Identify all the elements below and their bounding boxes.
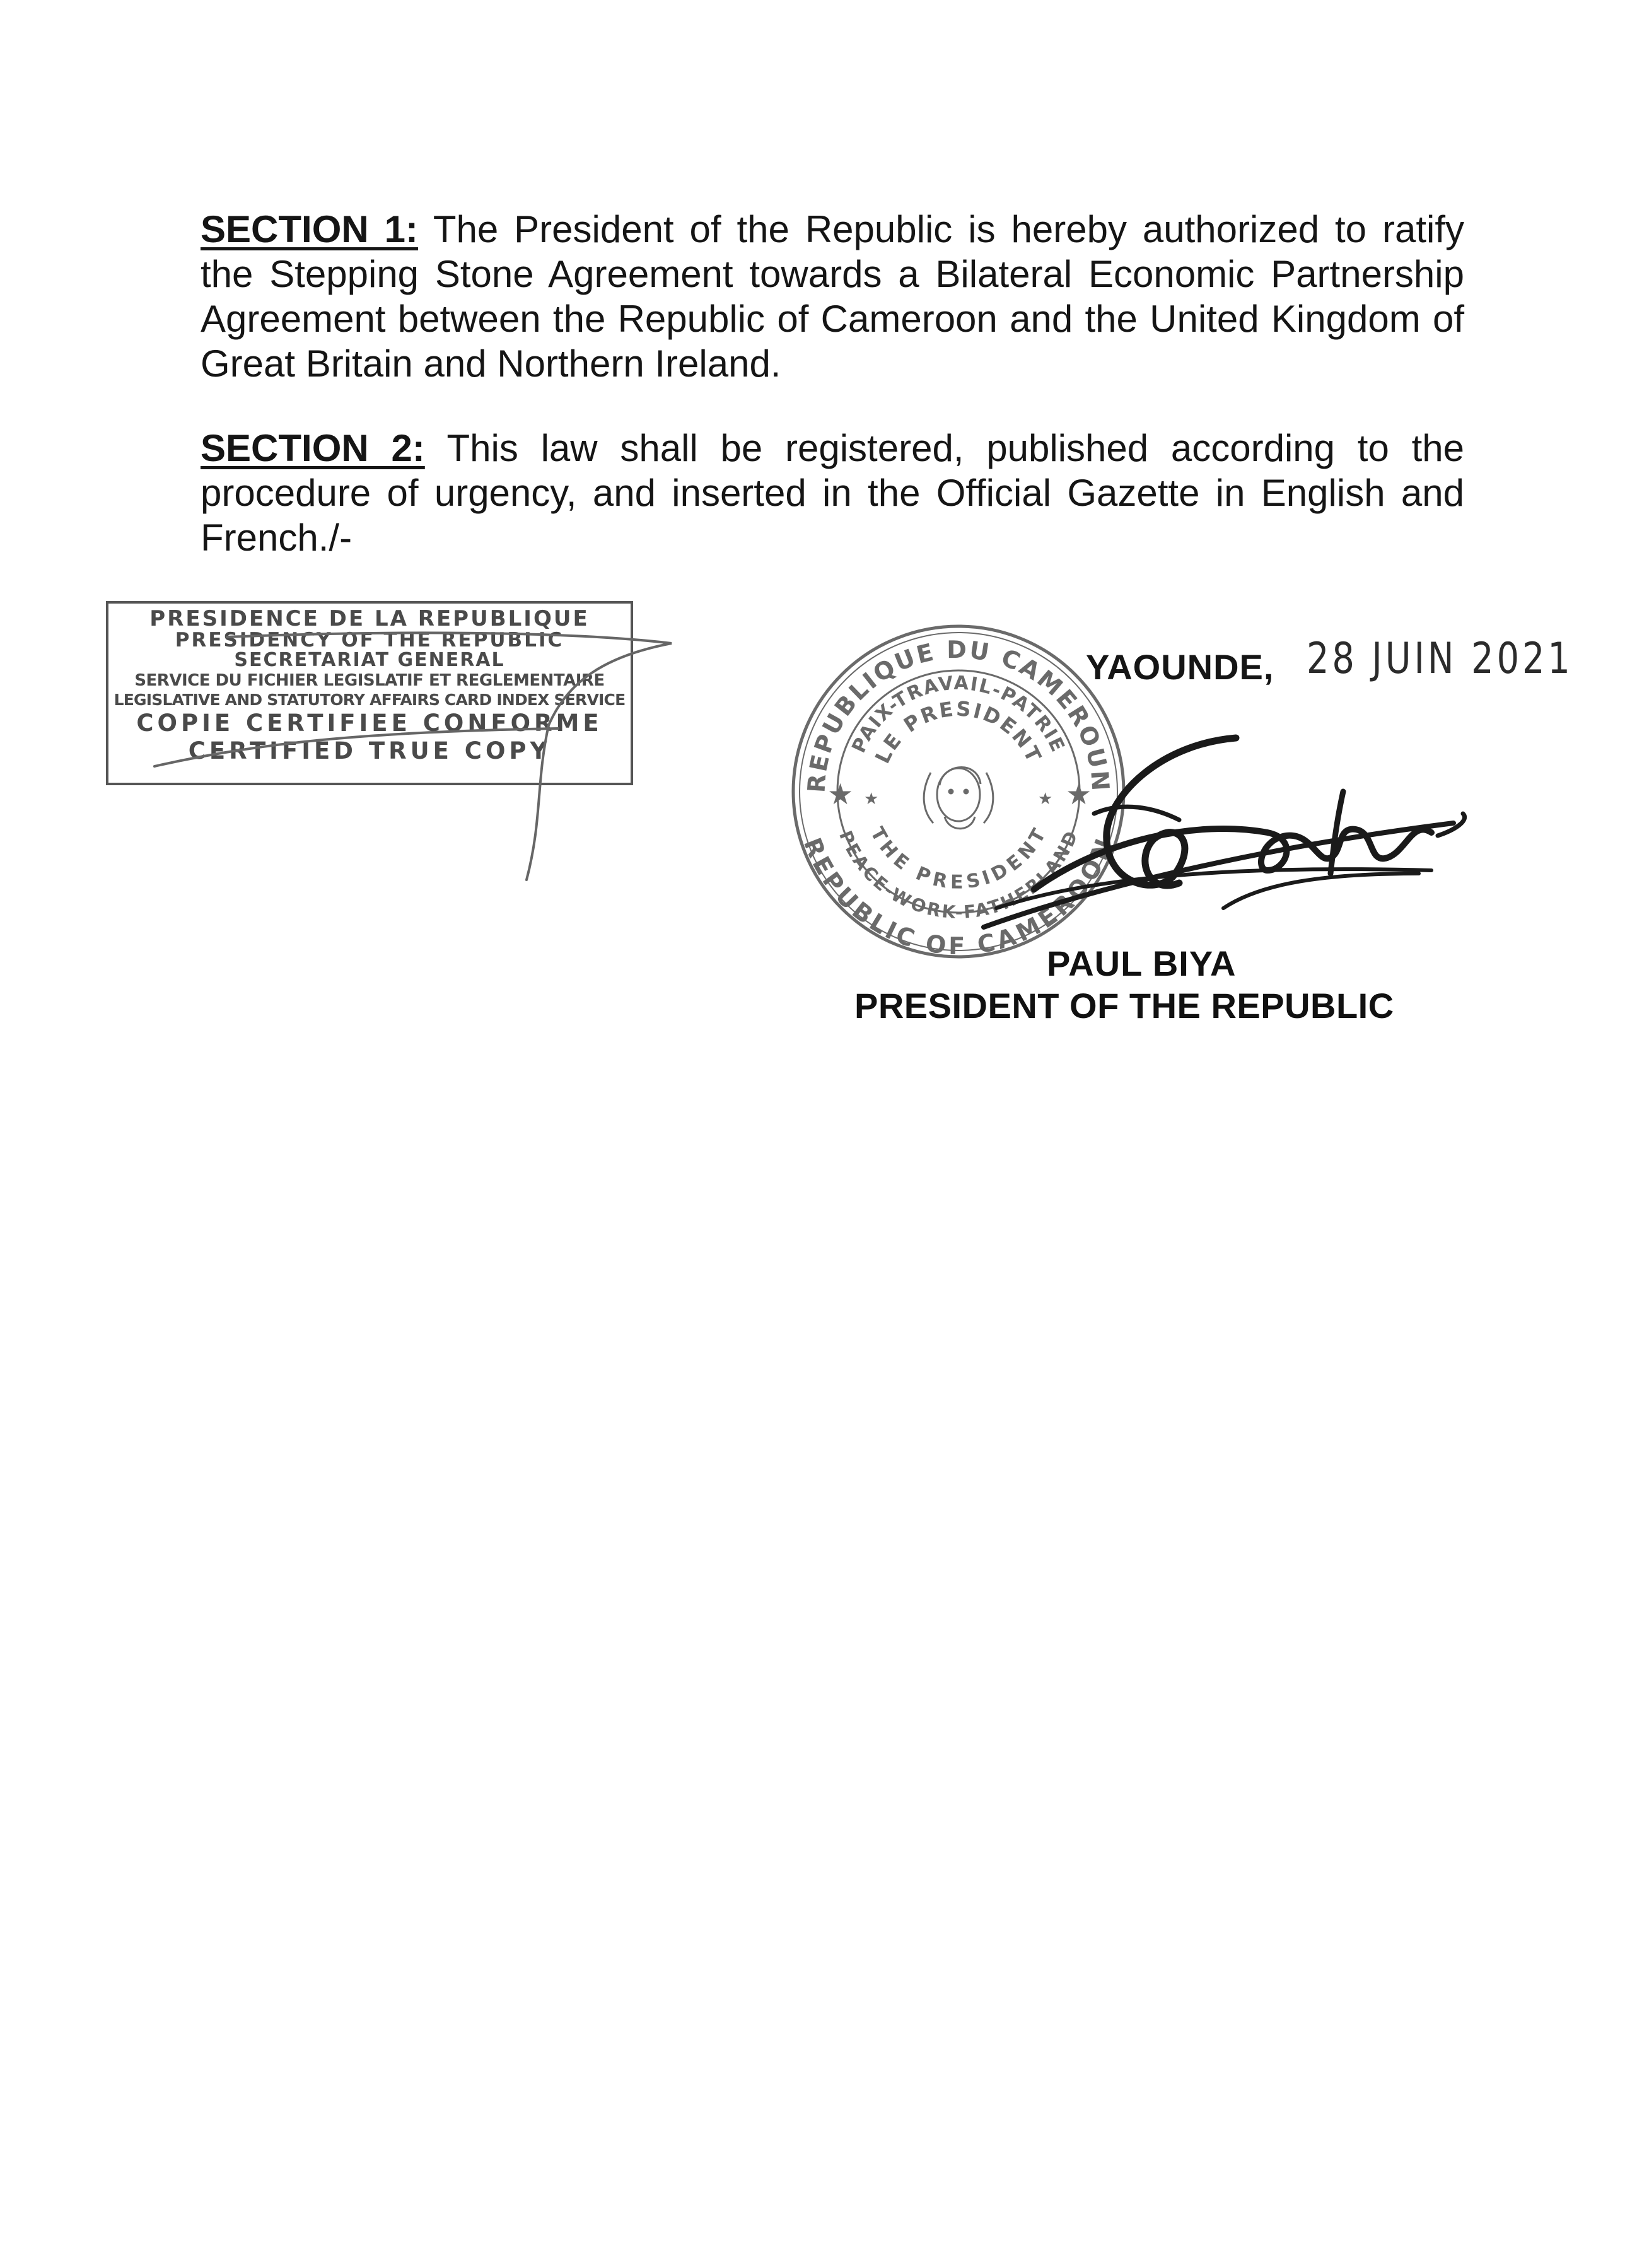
stamp-line-certified-copy: CERTIFIED TRUE COPY <box>188 737 551 764</box>
section-2-heading: SECTION 2: <box>201 427 425 469</box>
stamp-line-secretariat: SECRETARIAT GENERAL <box>234 649 505 671</box>
date-stamp: 28 JUIN 2021 <box>1307 634 1573 684</box>
stamp-line-presidence: PRESIDENCE DE LA REPUBLIQUE <box>149 606 590 631</box>
seal-inner-top-text: PAIX-TRAVAIL-PATRIE <box>848 672 1069 757</box>
seal-right-small-star-icon: ★ <box>1038 789 1053 808</box>
section-1-heading: SECTION 1: <box>201 208 418 250</box>
seal-right-star-icon: ★ <box>1066 778 1092 810</box>
seal-center-top-text: LE PRESIDENT <box>870 696 1047 768</box>
stamp-line-service-fr: SERVICE DU FICHIER LEGISLATIF ET REGLEMENTAIRE <box>134 671 605 690</box>
section-1-text: The President of the Republic is hereby authorized to ratify the Stepping Stone Agreement towards a Bilateral Economic Partnership Agreement between the Republic of Cameroon and the United Kingdom of Great Britain and Northern Ireland. <box>201 208 1464 385</box>
seal-outer-top-text: REPUBLIQUE DU CAMEROUN <box>802 635 1115 794</box>
seal-center-bottom-text: THE PRESIDENT <box>865 823 1052 894</box>
seal-head-emblem-icon <box>924 768 993 829</box>
seal-outer-bottom-text: REPUBLIC OF CAMEROON <box>798 834 1119 961</box>
place-label: YAOUNDE, <box>1086 647 1274 687</box>
stamp-line-copie-conforme: COPIE CERTIFIEE CONFORME <box>136 710 603 737</box>
presidential-seal <box>788 621 1129 962</box>
signatory-name: PAUL BIYA <box>1047 944 1237 983</box>
seal-left-small-star-icon: ★ <box>864 789 879 808</box>
certified-copy-stamp <box>106 601 633 785</box>
section-2-text: This law shall be registered, published according to the procedure of urgency, and inserted in the Official Gazette in English and French./- <box>201 427 1464 559</box>
section-1-paragraph <box>201 207 1464 386</box>
stamp-line-presidency: PRESIDENCY OF THE REPUBLIC <box>175 629 564 652</box>
section-2-paragraph <box>201 426 1464 560</box>
seal-left-star-icon: ★ <box>827 778 854 810</box>
signatory-title: PRESIDENT OF THE REPUBLIC <box>854 986 1394 1026</box>
stamp-line-service-en: LEGISLATIVE AND STATUTORY AFFAIRS CARD INDEX SERVICE <box>114 691 626 709</box>
seal-inner-bottom-text: PEACE-WORK-FATHERLAND <box>835 827 1082 923</box>
